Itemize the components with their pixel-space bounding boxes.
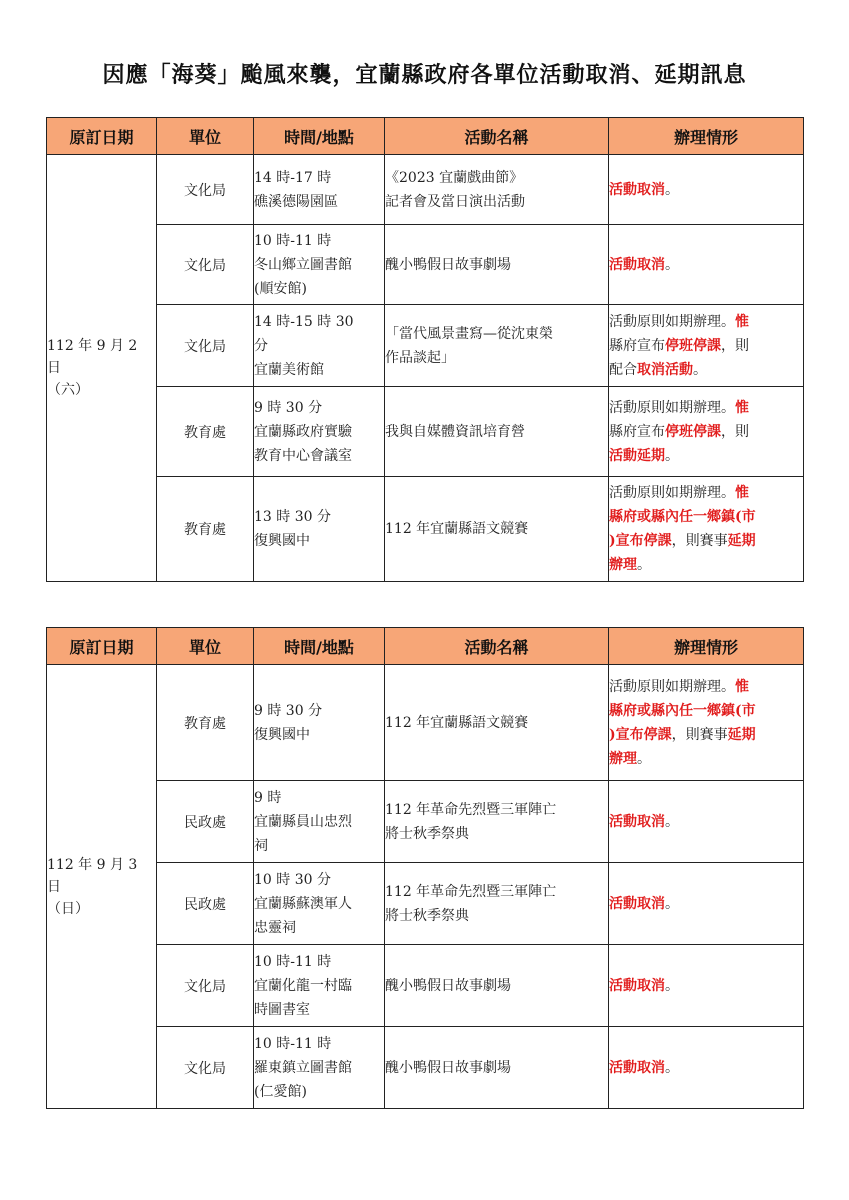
header-activity-name: 活動名稱 [385, 118, 609, 155]
status-line [609, 699, 803, 723]
header-time-location: 時間/地點 [254, 118, 385, 155]
status-emphasis-text: 縣府或縣內任一鄉鎮(市 [609, 509, 756, 525]
status-line [609, 810, 803, 834]
original-date-cell [47, 155, 157, 582]
time-location-cell [254, 781, 385, 863]
status-text: 活動原則如期辦理。 [609, 313, 735, 330]
status-line [609, 553, 803, 577]
time-location-cell [254, 225, 385, 305]
activity-name-line: 《2023 宜蘭戲曲節》 [385, 169, 524, 186]
status-text: ，則賽事 [671, 726, 728, 743]
status-emphasis-text: 活動取消 [609, 1059, 665, 1076]
status-text: 。 [665, 813, 679, 830]
status-emphasis-text: 停班停課 [665, 337, 721, 354]
status-emphasis-text: 辦理 [609, 557, 637, 573]
status-text: 活動原則如期辦理。 [609, 678, 735, 695]
status-emphasis-text: 取消活動 [637, 361, 693, 378]
status-line [609, 358, 803, 382]
status-cell [609, 155, 804, 225]
time-location-line: 宜蘭縣政府實驗 [254, 423, 352, 440]
activity-name-cell [385, 387, 609, 477]
activity-name-line: 我與自媒體資訊培育營 [385, 423, 525, 440]
date-line: 日 [47, 878, 61, 895]
time-location-line: 復興國中 [254, 726, 310, 743]
time-location-cell [254, 155, 385, 225]
activity-name-cell [385, 225, 609, 305]
time-location-line: 9 時 30 分 [254, 399, 323, 416]
activity-name-line: 作品談起」 [385, 349, 455, 366]
status-line [609, 334, 803, 358]
header-status: 辦理情形 [609, 628, 804, 665]
status-emphasis-text: 停班停課 [665, 423, 721, 440]
activity-name-line: 將士秋季祭典 [385, 907, 469, 924]
time-location-line: 10 時 30 分 [254, 871, 331, 888]
status-line [609, 420, 803, 444]
time-location-line: 教育中心會議室 [254, 447, 352, 464]
status-line [609, 723, 803, 747]
unit-cell: 文化局 [157, 225, 254, 305]
time-location-line: 10 時-11 時 [254, 1035, 332, 1052]
header-time-location: 時間/地點 [254, 628, 385, 665]
time-location-cell [254, 945, 385, 1027]
table-header-row [47, 628, 804, 665]
status-line [609, 892, 803, 916]
header-unit: 單位 [157, 118, 254, 155]
status-line [609, 444, 803, 468]
activity-name-line: 醜小鴨假日故事劇場 [385, 977, 511, 994]
unit-cell: 文化局 [157, 155, 254, 225]
header-original-date: 原訂日期 [47, 628, 157, 665]
status-text: 縣府宣布 [609, 423, 665, 440]
time-location-line: 宜蘭美術館 [254, 361, 324, 378]
status-emphasis-text: 縣府或縣內任一鄉鎮(市 [609, 702, 756, 719]
time-location-line: 14 時-15 時 30 [254, 313, 354, 330]
status-line [609, 974, 803, 998]
status-text: 。 [665, 977, 679, 994]
time-location-line: 復興國中 [254, 533, 310, 549]
status-emphasis-text: 活動取消 [609, 256, 665, 273]
status-emphasis-text: 活動取消 [609, 181, 665, 198]
unit-cell: 教育處 [157, 665, 254, 781]
status-text: 活動原則如期辦理。 [609, 399, 735, 416]
time-location-cell [254, 305, 385, 387]
table-row [47, 945, 804, 1027]
status-line [609, 675, 803, 699]
status-text: 。 [693, 361, 707, 378]
activity-name-line: 醜小鴨假日故事劇場 [385, 1059, 511, 1076]
table-header-row [47, 118, 804, 155]
status-cell [609, 1027, 804, 1109]
status-cell [609, 225, 804, 305]
table-row [47, 665, 804, 781]
status-emphasis-text: 惟 [735, 399, 749, 416]
status-cell [609, 781, 804, 863]
time-location-line: 9 時 30 分 [254, 702, 323, 719]
time-location-cell [254, 477, 385, 582]
header-activity-name: 活動名稱 [385, 628, 609, 665]
status-text: ，則賽事 [671, 533, 728, 549]
status-emphasis-text: 活動取消 [609, 813, 665, 830]
table-row [47, 863, 804, 945]
status-line [609, 747, 803, 771]
activity-name-cell [385, 1027, 609, 1109]
activity-name-cell [385, 477, 609, 582]
status-emphasis-text: 惟 [735, 313, 749, 330]
activity-name-line: 112 年革命先烈暨三軍陣亡 [385, 883, 557, 900]
status-text: 。 [637, 557, 651, 573]
time-location-cell [254, 863, 385, 945]
time-location-line: 14 時-17 時 [254, 169, 332, 186]
unit-cell: 文化局 [157, 1027, 254, 1109]
time-location-line: (順安館) [254, 280, 307, 297]
schedule-table-sep-2 [46, 117, 804, 582]
status-cell [609, 863, 804, 945]
table-row [47, 225, 804, 305]
status-emphasis-text: 惟 [735, 678, 749, 695]
unit-cell: 教育處 [157, 387, 254, 477]
status-cell [609, 945, 804, 1027]
status-text: 縣府宣布 [609, 337, 665, 354]
activity-name-cell [385, 305, 609, 387]
status-line [609, 1056, 803, 1080]
activity-name-line: 記者會及當日演出活動 [385, 193, 525, 210]
status-line [609, 529, 803, 553]
status-emphasis-text: 辦理 [609, 750, 637, 767]
time-location-line: 羅東鎮立圖書館 [254, 1059, 352, 1076]
date-line: 112 年 9 月 2 [47, 338, 138, 354]
activity-name-cell [385, 665, 609, 781]
table-row [47, 155, 804, 225]
status-text: 活動原則如期辦理。 [609, 485, 735, 501]
status-text: 。 [665, 447, 679, 464]
time-location-line: 宜蘭縣員山忠烈 [254, 813, 352, 830]
activity-name-line: 112 年宜蘭縣語文競賽 [385, 521, 529, 537]
activity-name-line: 112 年宜蘭縣語文競賽 [385, 714, 529, 731]
status-text: ，則 [721, 337, 749, 354]
time-location-line: 宜蘭化龍一村臨 [254, 977, 352, 994]
status-emphasis-text: 延期 [727, 726, 756, 743]
time-location-line: 13 時 30 分 [254, 509, 331, 525]
activity-name-line: 醜小鴨假日故事劇場 [385, 256, 511, 273]
table-row [47, 1027, 804, 1109]
unit-cell: 教育處 [157, 477, 254, 582]
status-emphasis-text: 活動取消 [609, 895, 665, 912]
time-location-line: 10 時-11 時 [254, 232, 332, 249]
status-line [609, 178, 803, 202]
schedule-table-sep-3 [46, 627, 804, 1109]
original-date-cell [47, 665, 157, 1109]
status-cell [609, 665, 804, 781]
activity-name-cell [385, 155, 609, 225]
status-text: 。 [665, 181, 679, 198]
activity-name-cell [385, 863, 609, 945]
status-text: 。 [665, 1059, 679, 1076]
time-location-line: 分 [254, 337, 268, 354]
table-row [47, 477, 804, 582]
status-emphasis-text: )宣布停課 [609, 726, 672, 743]
status-line [609, 481, 803, 505]
time-location-line: 礁溪德陽園區 [254, 193, 338, 210]
time-location-line: (仁愛館) [254, 1083, 307, 1100]
time-location-line: 宜蘭縣蘇澳軍人 [254, 895, 352, 912]
date-line: （日） [47, 900, 89, 917]
status-line [609, 253, 803, 277]
status-cell [609, 477, 804, 582]
status-line [609, 505, 803, 529]
time-location-line: 10 時-11 時 [254, 953, 332, 970]
header-unit: 單位 [157, 628, 254, 665]
time-location-line: 冬山鄉立圖書館 [254, 256, 352, 273]
status-cell [609, 387, 804, 477]
time-location-line: 9 時 [254, 789, 282, 806]
status-text: 。 [665, 895, 679, 912]
unit-cell: 民政處 [157, 781, 254, 863]
status-cell [609, 305, 804, 387]
time-location-cell [254, 387, 385, 477]
header-original-date: 原訂日期 [47, 118, 157, 155]
table-row [47, 305, 804, 387]
activity-name-line: 112 年革命先烈暨三軍陣亡 [385, 801, 557, 818]
status-line [609, 310, 803, 334]
status-emphasis-text: 惟 [735, 485, 749, 501]
time-location-cell [254, 665, 385, 781]
activity-name-line: 「當代風景畫寫—從沈東榮 [385, 325, 553, 342]
status-emphasis-text: 活動取消 [609, 977, 665, 994]
date-line: 日 [47, 360, 61, 376]
unit-cell: 民政處 [157, 863, 254, 945]
time-location-line: 祠 [254, 837, 268, 854]
time-location-line: 時圖書室 [254, 1001, 310, 1018]
status-text: ，則 [721, 423, 749, 440]
date-line: （六） [47, 382, 89, 398]
status-line [609, 396, 803, 420]
date-line: 112 年 9 月 3 [47, 856, 138, 873]
unit-cell: 文化局 [157, 945, 254, 1027]
page-title: 因應「海葵」颱風來襲，宜蘭縣政府各單位活動取消、延期訊息 [102, 63, 747, 88]
time-location-cell [254, 1027, 385, 1109]
unit-cell: 文化局 [157, 305, 254, 387]
activity-name-cell [385, 781, 609, 863]
status-emphasis-text: 活動延期 [609, 447, 665, 464]
status-text: 配合 [609, 361, 637, 378]
activity-name-cell [385, 945, 609, 1027]
status-text: 。 [637, 750, 651, 767]
activity-name-line: 將士秋季祭典 [385, 825, 469, 842]
status-text: 。 [665, 256, 679, 273]
status-emphasis-text: 延期 [727, 533, 756, 549]
header-status: 辦理情形 [609, 118, 804, 155]
table-row [47, 781, 804, 863]
status-emphasis-text: )宣布停課 [609, 533, 672, 549]
time-location-line: 忠靈祠 [254, 919, 296, 936]
table-row [47, 387, 804, 477]
